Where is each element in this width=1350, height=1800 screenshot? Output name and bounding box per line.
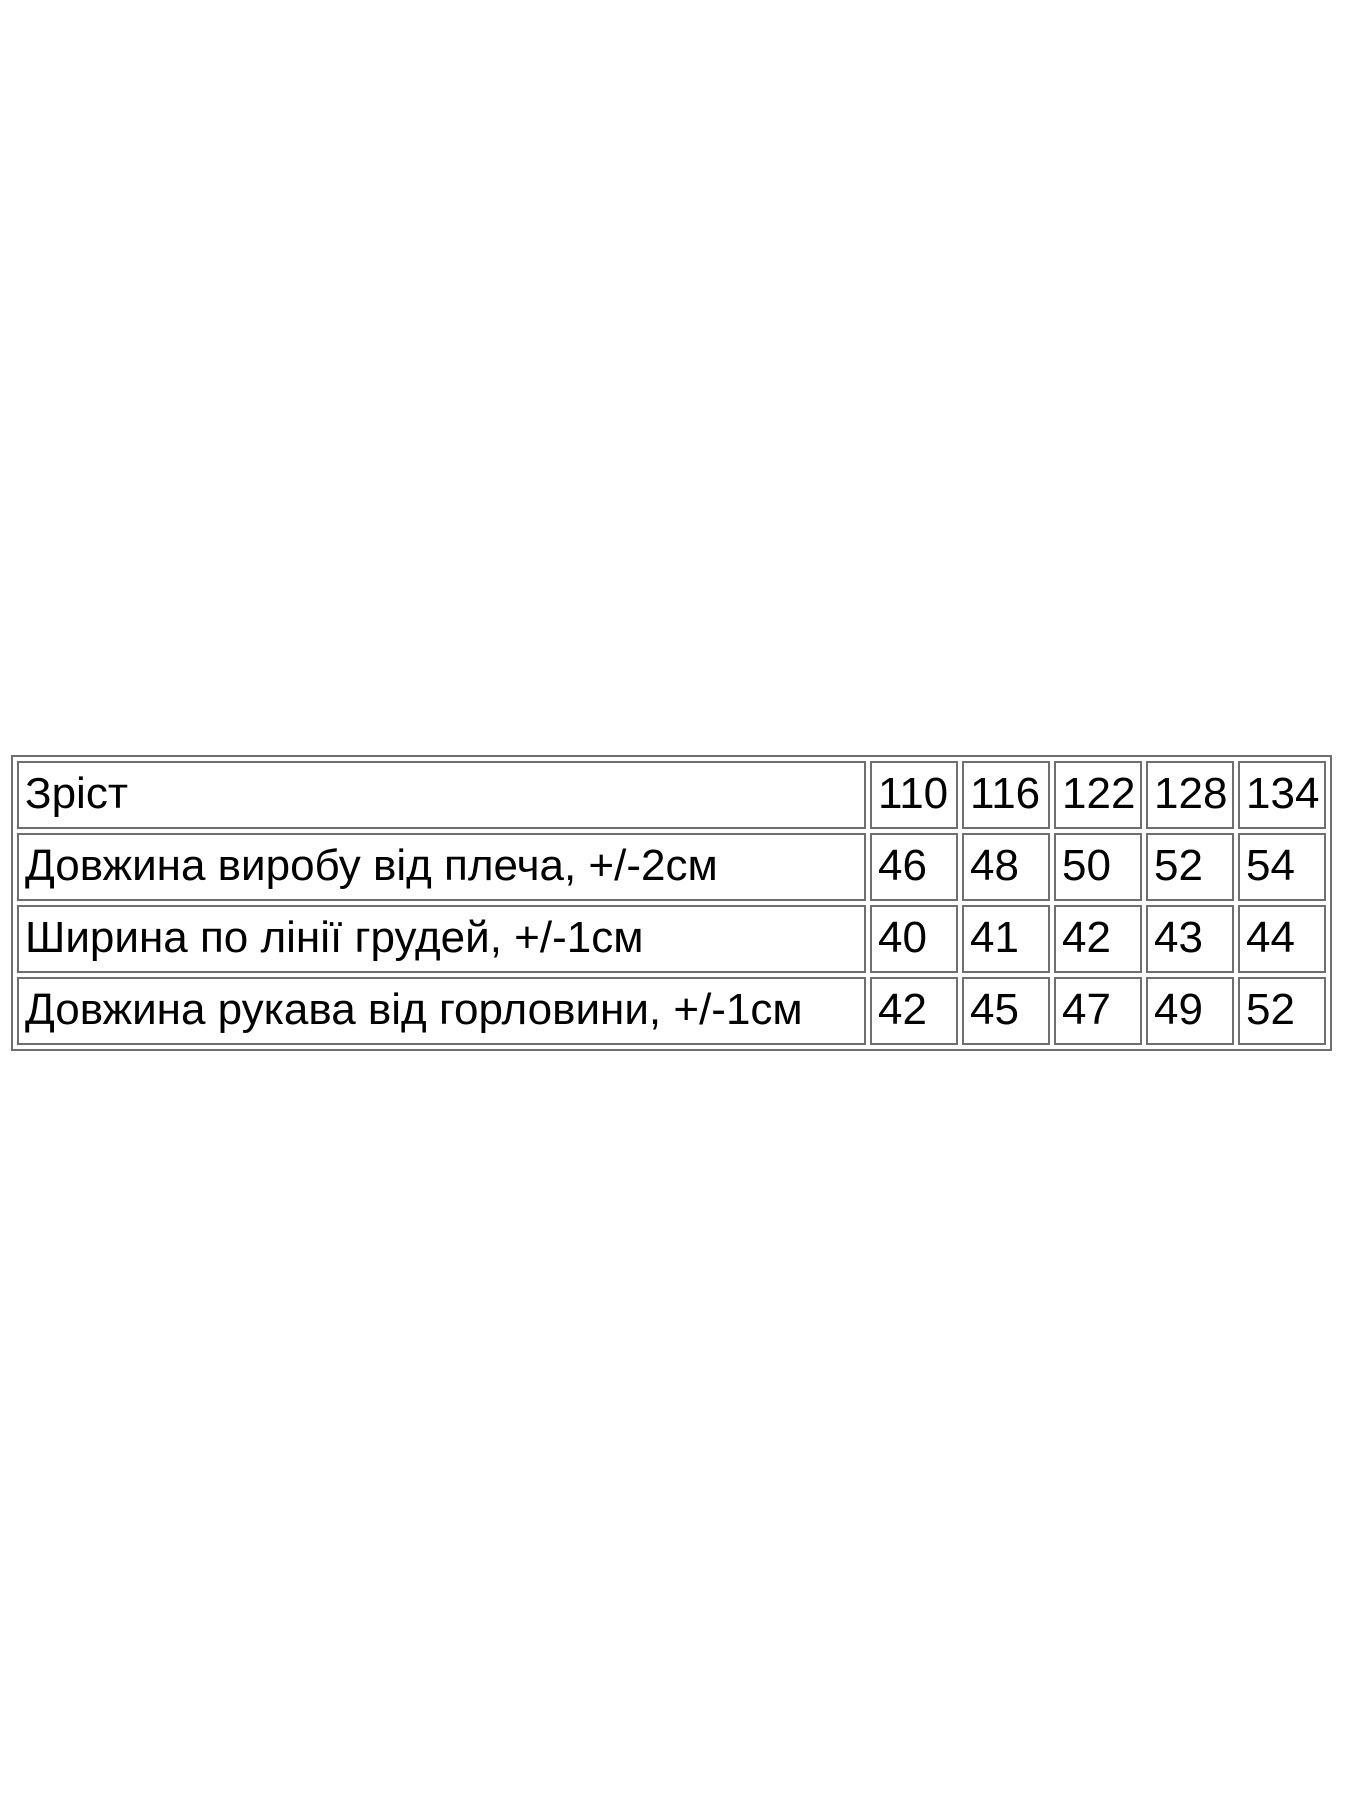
table-row-height	[17, 761, 1326, 829]
measurement-value: 42	[870, 977, 958, 1045]
measurement-value: 52	[1146, 833, 1234, 901]
measurement-value: 44	[1238, 905, 1326, 973]
measurement-value: 46	[870, 833, 958, 901]
size-chart-table	[11, 755, 1332, 1051]
size-value: 122	[1054, 761, 1142, 829]
measurement-value: 47	[1054, 977, 1142, 1045]
size-value: 134	[1238, 761, 1326, 829]
measurement-value: 52	[1238, 977, 1326, 1045]
measurement-value: 42	[1054, 905, 1142, 973]
table-row-product-length	[17, 833, 1326, 901]
measurement-value: 50	[1054, 833, 1142, 901]
measurement-value: 48	[962, 833, 1050, 901]
row-label-height: Зріст	[17, 761, 866, 829]
table-row-chest-width	[17, 905, 1326, 973]
row-label-sleeve-length: Довжина рукава від горловини, +/-1см	[17, 977, 866, 1045]
measurement-value: 54	[1238, 833, 1326, 901]
measurement-value: 43	[1146, 905, 1234, 973]
measurement-value: 40	[870, 905, 958, 973]
row-label-product-length: Довжина виробу від плеча, +/-2см	[17, 833, 866, 901]
measurement-value: 41	[962, 905, 1050, 973]
measurement-value: 45	[962, 977, 1050, 1045]
row-label-chest-width: Ширина по лінії грудей, +/-1см	[17, 905, 866, 973]
size-value: 128	[1146, 761, 1234, 829]
table-row-sleeve-length	[17, 977, 1326, 1045]
size-value: 116	[962, 761, 1050, 829]
size-value: 110	[870, 761, 958, 829]
measurement-value: 49	[1146, 977, 1234, 1045]
